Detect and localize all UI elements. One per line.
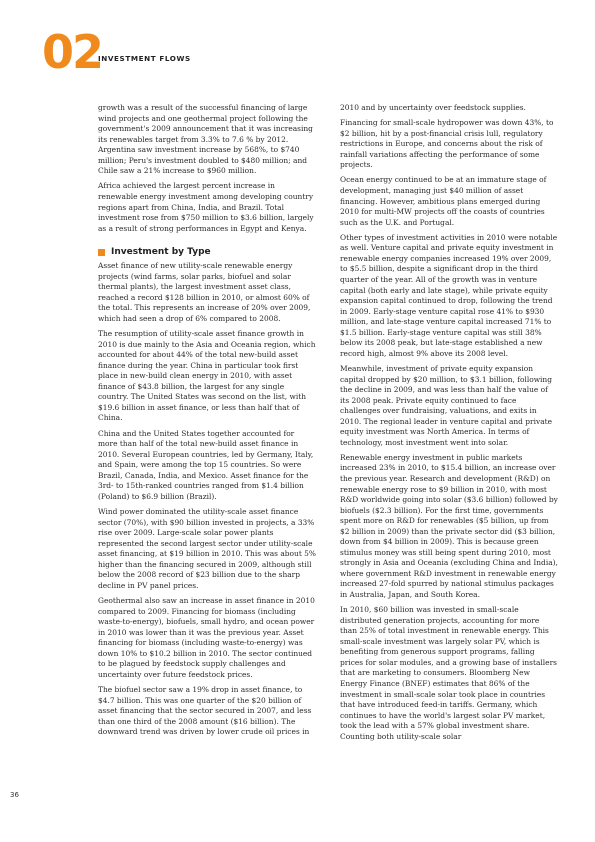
paragraph: Africa achieved the largest percent increase in renewable energy investment among developing country regions apart from China, India, and Brazil. Total investment rose from $750 million to $3.6 billion, largely as a result of strong performances in Egypt and Kenya. [98, 181, 314, 233]
paragraph: Wind power dominated the utility-scale asset finance sector (70%), with $90 billion invested in projects, a 33% rise over 2009. Large-scale solar power plants represented the second largest sector under utility-scale asset financing, at $19 billion in 2010. This was about 5% higher than the financing secured in 2009, although still below the 2008 record of $23 billion due to the sharp decline in PV panel prices. [98, 507, 316, 590]
paragraph: Ocean energy continued to be at an immature stage of development, managing just $40 million of asset financing. However, ambitious plans emerged during 2010 for multi-MW projects off the coasts of countries such as the U.K. and Portugal. [340, 175, 547, 227]
orange-square-icon [98, 249, 105, 256]
paragraph: The biofuel sector saw a 19% drop in asset finance, to $4.7 billion. This was one quarter of the $20 billion of asset financing that the sector secured in 2007, and less than one third of the 2008 amount ($16 billion). The downward trend was driven by lower crude oil prices in [98, 684, 312, 737]
paragraph: Renewable energy investment in public markets increased 23% in 2010, to $15.4 billion, an increase over the previous year. Research and development (R&D) on renewable energy rose to $9 billion in 2010, with most R&D worldwide going into solar ($3.6 billion) followed by biofuels ($2.3 billion). For the first time, governments spent more on R&D for renewables ($5 billion, up from $2 billion in 2009) than the private sector did ($3 billion, down from $4 billion in 2009). This is because green stimulus money was still being spent during 2010, most strongly in Asia and Oceania (excluding China and India), where government R&D investment in renewable energy increased 27-fold spurred by national stimulus packages in Australia, Japan, and South Korea. [340, 452, 558, 600]
paragraph: 2010 and by uncertainty over feedstock supplies. [340, 103, 526, 112]
paragraph: In 2010, $60 billion was invested in small-scale distributed generation projects, accounting for more than 25% of total investment in renewable energy. This small-scale investment was largely solar PV, which is benefiting from generous support programs, falling prices for solar modules, and a growing base of installers that are marketing to consumers. Bloomberg New Energy Finance (BNEF) estimates that 86% of the investment in small-scale solar took place in countries that have introduced feed-in tariffs. Germany, which continues to have the world's largest solar PV market, took the lead with a 57% global investment share. Counting both utility-scale solar [340, 605, 557, 741]
chapter-title: INVESTMENT FLOWS [98, 54, 191, 63]
paragraph: Financing for small-scale hydropower was down 43%, to $2 billion, hit by a post-financial crisis lull, regulatory restrictions in Europe, and concerns about the risk of rainfall variations affecting the performance of some projects. [340, 118, 554, 170]
page-number: 36 [10, 791, 19, 799]
paragraph: Other types of investment activities in 2010 were notable as well. Venture capital and private equity investment in renewable energy companies increased 19% over 2009, to $5.5 billion, despite a significant drop in the third quarter of the year. All of the growth was in venture capital (both early and late stage), while private equity expansion capital continued to drop, following the trend in 2009. Early-stage venture capital rose 41% to $930 million, and late-stage venture capital increased 71% to $1.5 billion. Early-stage venture capital was still 38% below its 2008 peak, but late-stage established a new record high, almost 9% above its 2008 level. [340, 232, 558, 358]
section-heading-text: Investment by Type [111, 247, 211, 258]
paragraph: Geothermal also saw an increase in asset finance in 2010 compared to 2009. Financing for biomass (including waste-to-energy), biofuels, small hydro, and ocean power in 2010 was lower than it was the previous year. Asset financing for biomass (including waste-to-energy) was down 10% to $10.2 billion in 2010. The sector continued to be plagued by feedstock supply challenges and uncertainty over future feedstock prices. [98, 595, 315, 679]
chapter-number: 02 [42, 25, 103, 79]
paragraph: Meanwhile, investment of private equity expansion capital dropped by $20 million, to $3.1 billion, following the decline in 2009, and was less than half the value of its 2008 peak. Private equity continued to face challenges over fundraising, valuations, and exits in 2010. The regional leader in venture capital and private equity investment was North America. In terms of technology, most investment went into solar. [340, 363, 553, 447]
paragraph: Asset finance of new utility-scale renewable energy projects (wind farms, solar parks, biofuel and solar thermal plants), the largest investment asset class, reached a record $128 billion in 2010, or almost 60% of the total. This represents an increase of 20% over 2009, which had seen a drop of 6% compared to 2008. [98, 261, 311, 323]
paragraph: The resumption of utility-scale asset finance growth in 2010 is due mainly to the Asia and Oceania region, which accounted for about 44% of the total new-build asset finance during the year. China in particular took first place in new-build clean energy in 2010, with asset finance of $43.8 billion, the largest for any single country. The United States was second on the list, with $19.6 billion in asset finance, or less than half that of China. [98, 329, 316, 423]
paragraph: China and the United States together accounted for more than half of the total new-build asset finance in 2010. Several European countries, led by Germany, Italy, and Spain, were among the top 15 countries. So were Brazil, Canada, India, and Mexico. Asset finance for the 3rd- to 15th-ranked countries ranged from $1.4 billion (Poland) to $6.9 billion (Brazil). [98, 428, 314, 501]
right-column [340, 103, 558, 747]
section-heading [98, 247, 316, 258]
paragraph: growth was a result of the successful financing of large wind projects and one geothermal project following the government's 2009 announcement that it was increasing its renewables target from 3.3% to 7.6 % by 2012. Argentina saw investment increase by 568%, to $740 million; Peru's investment doubled to $480 million; and Chile saw a 21% increase to $960 million. [98, 103, 313, 176]
left-column [98, 103, 316, 742]
